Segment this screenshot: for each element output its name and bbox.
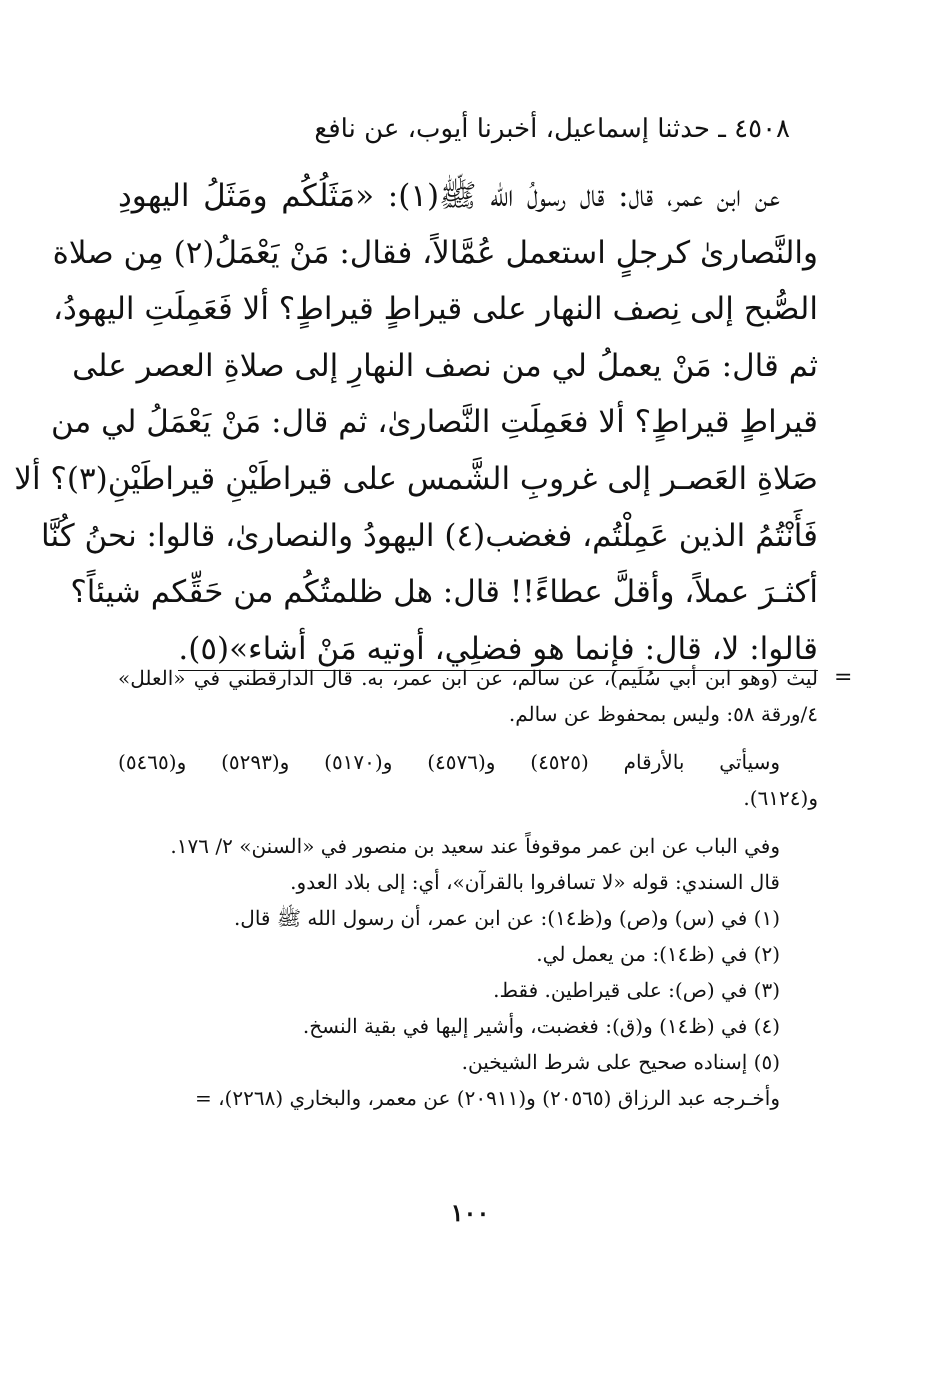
hadith-text	[14, 168, 818, 677]
continuation-mark: =	[834, 665, 853, 690]
hadith-line: قيراطٍ قيراطٍ؟ ألا فعَمِلَتِ النَّصارىٰ، ثم قال: مَنْ يَعْمَلُ لي من	[51, 404, 818, 441]
note-line: وأخـرجه عبد الرزاق (٢٠٥٦٥) و(٢٠٩١١) عن معمر، والبخاري (٢٢٦٨)، =	[194, 1086, 780, 1110]
note-line: و(٦١٢٤).	[743, 786, 818, 810]
footnote-item: (٤) في (ظ١٤) و(ق): فغضبت، وأشير إليها في بقية النسخ.	[302, 1014, 780, 1038]
note-line: قال السندي: قوله «لا تسافروا بالقرآن»، أي: إلى بلاد العدو.	[290, 870, 780, 894]
hadith-line: صَلاةِ العَصـر إلى غروبِ الشَّمس على قيراطَيْنِ قيراطَيْنِ(٣)؟ ألا	[14, 460, 818, 497]
note-line: وسيأتي بالأرقام (٤٥٢٥) و(٤٥٧٦) و(٥١٧٠) و(٥٢٩٣) و(٥٤٦٥)	[118, 750, 781, 774]
hadith-line: فَأَنْتُمُ الذين عَمِلْتُم، فغضب(٤) اليهودُ والنصارىٰ، قالوا: نحنُ كُنَّا	[41, 517, 818, 554]
hadith-line: الصُّبح إلى نِصف النهار على قيراطٍ قيراطٍ؟ ألا فَعَمِلَتِ اليهودُ،	[53, 291, 818, 328]
footnote-item: (٥) إسناده صحيح على شرط الشيخين.	[461, 1050, 780, 1074]
footnote-item: (١) في (س) و(ص) و(ظ١٤): عن ابن عمر، أن رسول الله ﷺ قال.	[233, 906, 780, 930]
footnote-item: (٣) في (ص): على قيراطين. فقط.	[493, 978, 780, 1002]
hadith-header: ٤٥٠٨ ـ حدثنا إسماعيل، أخبرنا أيوب، عن نافع	[314, 114, 790, 144]
footnotes-section	[118, 660, 818, 1116]
footnote-item: (٢) في (ظ١٤): من يعمل لي.	[536, 942, 780, 966]
note-line: وفي الباب عن ابن عمر موقوفاً عند سعيد بن منصور في «السنن» ٢/ ١٧٦.	[170, 834, 780, 858]
note-gap	[118, 732, 818, 744]
page-number: ١٠٠	[450, 1198, 490, 1227]
hadith-line-last-text: قالوا: لا، قال: فإنما هو فضلِي، أوتيه مَنْ أشاء»(٥).	[178, 631, 818, 671]
note-line: ٤/ورقة ٥٨: وليس بمحفوظ عن سالم.	[508, 702, 818, 726]
note-line: ليث (وهو ابن أبي سُلَيم)، عن سالم، عن ابن عمر، به. قال الدارقطني في «العلل»	[118, 666, 818, 690]
hadith-line: والنَّصارىٰ كرجلٍ استعمل عُمَّالاً، فقال: مَنْ يَعْمَلُ(٢) مِن صلاة	[52, 234, 818, 271]
hadith-line: ثم قال: مَنْ يعملُ لي من نصف النهارِ إلى صلاةِ العصر على	[72, 347, 818, 384]
hadith-line: عن ابن عمر، قال: قال رسولُ الله ﷺ(١): «مَثَلُكُم ومَثَلُ اليهودِ	[118, 178, 781, 214]
note-gap	[118, 816, 818, 828]
hadith-line: أكثـرَ عملاً، وأقلَّ عطاءً!! قال: هل ظلمتُكُم من حَقِّكم شيئاً؟	[70, 574, 818, 611]
